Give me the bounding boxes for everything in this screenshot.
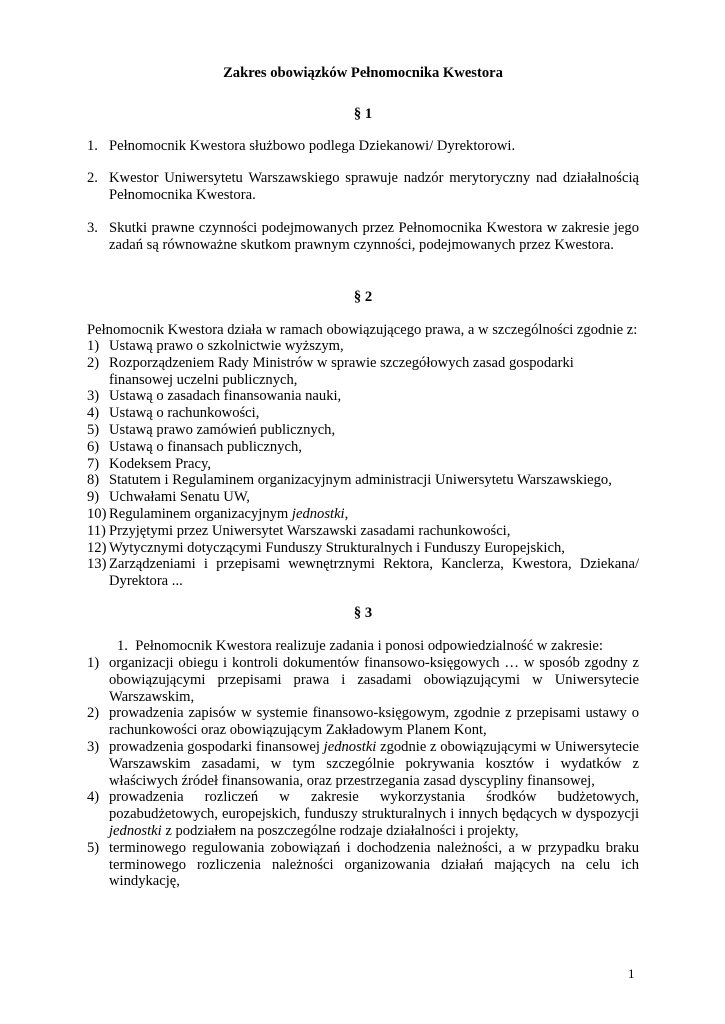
item-number: 12) <box>87 539 107 556</box>
item-number: 4) <box>87 789 100 806</box>
item-text: Ustawą o finansach publicznych, <box>109 438 302 455</box>
item-number: 3) <box>87 738 100 755</box>
section-3-lead <box>117 638 639 655</box>
section-2-list <box>87 338 639 590</box>
list-item <box>87 388 639 405</box>
list-item <box>87 355 639 389</box>
item-text: Wytycznymi dotyczącymi Funduszy Strukturalnych i Funduszy Europejskich, <box>109 539 565 556</box>
item-number: 4) <box>87 405 100 422</box>
list-item <box>87 456 639 473</box>
item-number: 8) <box>87 472 100 489</box>
item-text: Kodeksem Pracy, <box>109 455 211 472</box>
list-item <box>87 506 639 523</box>
text-segment: prowadzenia rozliczeń w zakresie wykorzystania środków budżetowych, pozabudżetowych, europejskich, funduszy strukturalnych i innych będących w dyspozycji <box>109 789 639 823</box>
item-text: Zarządzeniami i przepisami wewnętrznymi Rektora, Kanclerza, Kwestora, Dziekana/ Dyrektora ... <box>109 556 639 590</box>
list-item <box>87 405 639 422</box>
list-item <box>87 540 639 557</box>
item-text: terminowego regulowania zobowiązań i dochodzenia należności, a w przypadku braku terminowego rozliczenia należności organizowania działań mających na celu ich windykację, <box>109 839 639 890</box>
item-number: 3) <box>87 388 100 405</box>
list-item <box>87 472 639 489</box>
emphasized-text: jednostki <box>291 505 345 522</box>
item-text <box>109 789 639 839</box>
text-segment: z podziałem na poszczególne rodzaje działalności i projekty, <box>161 822 519 839</box>
item-number: 1) <box>87 338 100 354</box>
item-text: Rozporządzeniem Rady Ministrów w sprawie szczegółowych zasad gospodarki finansowej uczelni publicznych, <box>109 354 574 388</box>
section-3-list <box>87 655 639 890</box>
section-2-intro: Pełnomocnik Kwestora działa w ramach obowiązującego prawa, a w szczególności zgodnie z: <box>87 322 638 338</box>
item-number: 3. <box>87 220 98 236</box>
list-item <box>87 739 639 789</box>
item-text: Pełnomocnik Kwestora służbowo podlega Dziekanowi/ Dyrektorowi. <box>109 138 516 154</box>
item-text: Statutem i Regulaminem organizacyjnym administracji Uniwersytetu Warszawskiego, <box>109 472 612 489</box>
list-item <box>87 840 639 890</box>
item-text: Przyjętymi przez Uniwersytet Warszawski zasadami rachunkowości, <box>109 522 511 539</box>
text-segment: prowadzenia gospodarki finansowej <box>109 738 324 755</box>
list-item <box>87 556 639 590</box>
list-item <box>87 655 639 705</box>
item-number: 2. <box>87 170 98 186</box>
item-number: 11) <box>87 522 106 539</box>
list-item <box>87 439 639 456</box>
emphasized-text: jednostki <box>323 738 377 755</box>
item-number: 5) <box>87 839 100 856</box>
item-number: 2) <box>87 705 100 722</box>
item-text: Ustawą o rachunkowości, <box>109 405 260 422</box>
list-item <box>87 338 639 355</box>
lead-number: 1. <box>117 638 128 654</box>
list-item <box>87 789 639 839</box>
list-item <box>87 422 639 439</box>
item-text: Skutki prawne czynności podejmowanych przez Pełnomocnika Kwestora w zakresie jego zadań są równoważne skutkom prawnym czynności, podejmowanych przez Kwestora. <box>109 220 639 253</box>
item-text: organizacji obiegu i kontroli dokumentów finansowo-księgowych … w sposób zgodny z obowiązującymi przepisami prawa i zasadami obowiązującymi w Uniwersytecie Warszawskim, <box>109 655 639 705</box>
item-text: Ustawą prawo zamówień publicznych, <box>109 421 336 438</box>
item-number: 2) <box>87 354 100 371</box>
text-segment: Regulaminem organizacyjnym <box>109 505 292 522</box>
item-text: prowadzenia zapisów w systemie finansowo-księgowym, zgodnie z przepisami ustawy o rachunkowości oraz obowiązującym Zakładowym Planem Kont, <box>109 705 639 739</box>
item-text: Uchwałami Senatu UW, <box>109 489 250 506</box>
section-3-heading: § 3 <box>353 605 373 621</box>
text-segment: , <box>344 505 349 522</box>
list-item <box>87 489 639 506</box>
list-item <box>87 523 639 540</box>
section-1-item <box>87 138 639 155</box>
item-number: 7) <box>87 455 100 472</box>
item-text <box>109 739 639 789</box>
lead-text: Pełnomocnik Kwestora realizuje zadania i ponosi odpowiedzialność w zakresie: <box>135 638 603 654</box>
item-number: 5) <box>87 421 100 438</box>
item-text: Ustawą prawo o szkolnictwie wyższym, <box>109 338 344 354</box>
item-number: 13) <box>87 556 107 573</box>
item-text <box>109 506 639 523</box>
list-item <box>87 705 639 739</box>
section-1-heading: § 1 <box>353 106 373 122</box>
section-2-heading: § 2 <box>353 289 373 305</box>
section-1-item <box>87 170 639 204</box>
page-number: 1 <box>628 966 635 981</box>
item-text: Ustawą o zasadach finansowania nauki, <box>109 388 342 405</box>
item-number: 6) <box>87 438 100 455</box>
item-number: 10) <box>87 505 107 522</box>
item-number: 1) <box>87 655 100 671</box>
section-1-item <box>87 220 639 254</box>
item-text: Kwestor Uniwersytetu Warszawskiego sprawuje nadzór merytoryczny nad działalnością Pełnomocnika Kwestora. <box>109 170 639 203</box>
text-segment: zgodnie z obowiązującymi w Uniwersytecie Warszawskim zasadami, w tym szczególnie pokrywania kosztów i wydatków z właściwych źródeł finansowania, oraz przestrzegania zasad dyscypliny finansowej, <box>109 738 639 789</box>
document-title: Zakres obowiązków Pełnomocnika Kwestora <box>223 65 503 81</box>
item-number: 9) <box>87 489 100 506</box>
emphasized-text: jednostki <box>109 822 162 839</box>
item-number: 1. <box>87 138 98 154</box>
